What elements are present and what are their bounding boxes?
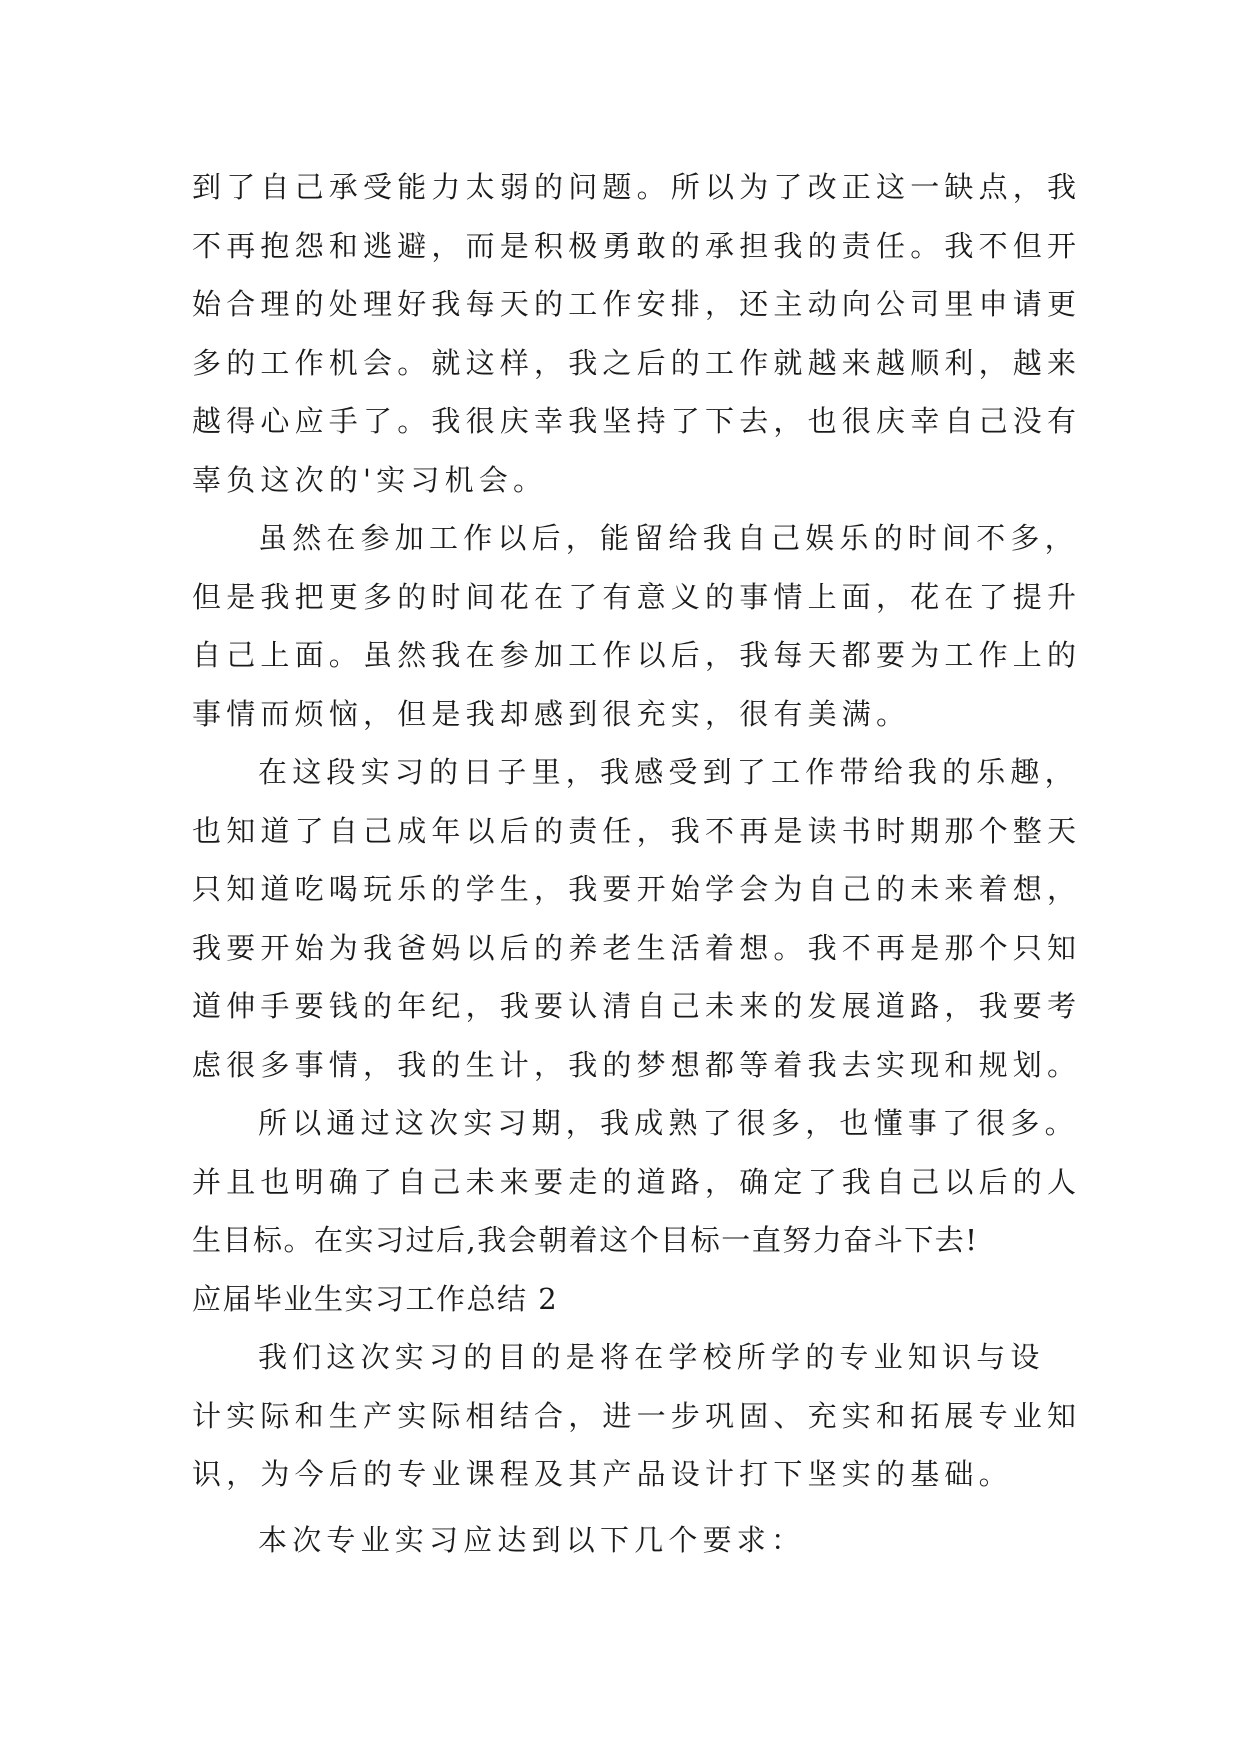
text-line-13: 只知道吃喝玩乐的学生，我要开始学会为自己的未来着想， xyxy=(192,872,1082,906)
text-line-9: 自己上面。虽然我在参加工作以后，我每天都要为工作上的 xyxy=(192,638,1082,672)
text-line-6: 辜负这次的'实习机会。 xyxy=(192,462,548,497)
text-line-23: 识，为今后的专业课程及其产品设计打下坚实的基础。 xyxy=(192,1457,1013,1491)
text-line-22: 计实际和生产实际相结合，进一步巩固、充实和拓展专业知 xyxy=(192,1398,1082,1433)
section-heading: 应届毕业生实习工作总结 2 xyxy=(192,1281,559,1316)
text-line-5: 越得心应手了。我很庆幸我坚持了下去，也很庆幸自己没有 xyxy=(192,404,1082,438)
text-line-2: 不再抱怨和逃避，而是积极勇敢的承担我的责任。我不但开 xyxy=(192,228,1082,263)
text-line-8: 但是我把更多的时间花在了有意义的事情上面，花在了提升 xyxy=(192,579,1082,614)
text-line-10: 事情而烦恼，但是我却感到很充实，很有美满。 xyxy=(192,696,911,731)
paragraph-start-line: 本次专业实习应达到以下几个要求： xyxy=(258,1522,806,1557)
paragraph-start-line: 在这段实习的日子里，我感受到了工作带给我的乐趣， xyxy=(258,755,1079,789)
text-line-4: 多的工作机会。就这样，我之后的工作就越来越顺利，越来 xyxy=(192,345,1082,380)
text-line-19: 生目标。在实习过后,我会朝着这个目标一直努力奋斗下去! xyxy=(192,1223,979,1257)
paragraph-start-line: 虽然在参加工作以后，能留给我自己娱乐的时间不多， xyxy=(258,521,1079,555)
text-line-12: 也知道了自己成年以后的责任，我不再是读书时期那个整天 xyxy=(192,813,1082,848)
text-line-16: 虑很多事情，我的生计，我的梦想都等着我去实现和规划。 xyxy=(192,1047,1082,1082)
line-spacer xyxy=(192,1504,1072,1511)
text-line-18: 并且也明确了自己未来要走的道路，确定了我自己以后的人 xyxy=(192,1164,1082,1199)
paragraph-start-line: 我们这次实习的目的是将在学校所学的专业知识与设 xyxy=(258,1340,1045,1374)
text-line-14: 我要开始为我爸妈以后的养老生活着想。我不再是那个只知 xyxy=(192,930,1082,965)
document-body xyxy=(192,158,1082,1569)
text-line-15: 道伸手要钱的年纪，我要认清自己未来的发展道路，我要考 xyxy=(192,989,1082,1023)
text-line-1: 到了自己承受能力太弱的问题。所以为了改正这一缺点，我 xyxy=(192,170,1082,204)
text-line-3: 始合理的处理好我每天的工作安排，还主动向公司里申请更 xyxy=(192,287,1082,321)
paragraph-start-line: 所以通过这次实习期，我成熟了很多，也懂事了很多。 xyxy=(258,1106,1079,1140)
